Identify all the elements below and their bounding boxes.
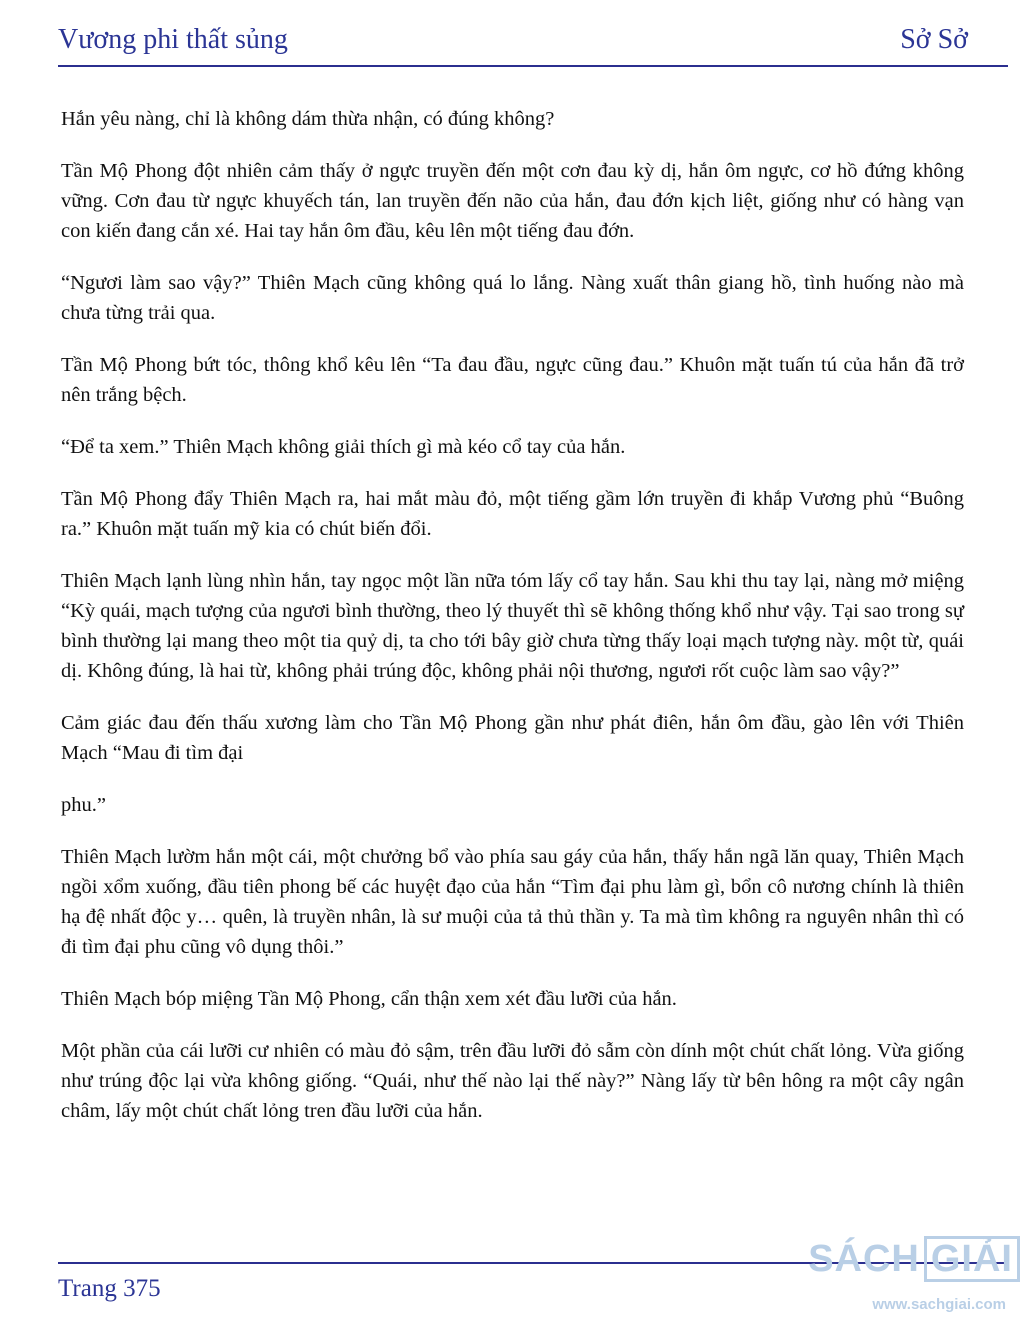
paragraph: Thiên Mạch lạnh lùng nhìn hắn, tay ngọc một lần nữa tóm lấy cổ tay hắn. Sau khi thu tay lại, nàng mở miệng “Kỳ quái, mạch tượng của ngươi bình thường, theo lý thuyết thì sẽ không thống khổ như vậy. Tại sao trong sự bình thường lại mang theo một tia quỷ dị, ta cho tới bây giờ chưa từng thấy loại mạch tượng này. một từ, quái dị. Không đúng, là hai từ, không phải trúng độc, không phải nội thương, ngươi rốt cuộc làm sao vậy?”	[61, 570, 964, 682]
paragraph: Tần Mộ Phong đột nhiên cảm thấy ở ngực truyền đến một cơn đau kỳ dị, hắn ôm ngực, cơ hồ đứng không vững. Cơn đau từ ngực khuyếch tán, lan truyền đến não của hắn, đau đớn kịch liệt, giống như có hàng vạn con kiến đang cắn xé. Hai tay hắn ôm đầu, kêu lên một tiếng đau đớn.	[61, 160, 964, 242]
paragraph: Hắn yêu nàng, chỉ là không dám thừa nhận, có đúng không?	[61, 108, 555, 130]
watermark-text-a: SÁCH	[808, 1237, 920, 1280]
paragraph: “Ngươi làm sao vậy?” Thiên Mạch cũng không quá lo lắng. Nàng xuất thân giang hồ, tình huống nào mà chưa từng trải qua.	[61, 272, 964, 324]
watermark-logo	[808, 1236, 1020, 1282]
header-rule	[58, 65, 1008, 67]
paragraph: Thiên Mạch lườm hắn một cái, một chưởng bổ vào phía sau gáy của hắn, thấy hắn ngã lăn quay, Thiên Mạch ngồi xổm xuống, đầu tiên phong bế các huyệt đạo của hắn “Tìm đại phu làm gì, bổn cô nương chính là thiên hạ đệ nhất độc y… quên, là truyền nhân, là sư muội của tả thủ thần y. Ta mà tìm không ra nguyên nhân thì có đi tìm đại phu cũng vô dụng thôi.”	[61, 846, 964, 958]
page-number: Trang 375	[58, 1275, 161, 1302]
page-body	[61, 104, 964, 1148]
paragraph: “Để ta xem.” Thiên Mạch không giải thích gì mà kéo cổ tay của hắn.	[61, 436, 626, 458]
paragraph: Thiên Mạch bóp miệng Tần Mộ Phong, cẩn thận xem xét đầu lưỡi của hắn.	[61, 988, 677, 1010]
paragraph: Một phần của cái lưỡi cư nhiên có màu đỏ sậm, trên đầu lưỡi đỏ sẫm còn dính một chút chất lỏng. Vừa giống như trúng độc lại vừa không giống. “Quái, như thế nào lại thế này?” Nàng lấy từ bên hông ra một cây ngân châm, lấy một chút chất lỏng tren đầu lưỡi của hắn.	[61, 1040, 964, 1122]
paragraph: phu.”	[61, 794, 106, 816]
paragraph: Tần Mộ Phong bứt tóc, thông khổ kêu lên “Ta đau đầu, ngực cũng đau.” Khuôn mặt tuấn tú của hắn đã trở nên trắng bệch.	[61, 354, 964, 406]
paragraph: Cảm giác đau đến thấu xương làm cho Tần Mộ Phong gần như phát điên, hắn ôm đầu, gào lên với Thiên Mạch “Mau đi tìm đại	[61, 712, 964, 764]
book-author: Sở Sở	[900, 24, 968, 55]
paragraph: Tần Mộ Phong đẩy Thiên Mạch ra, hai mắt màu đỏ, một tiếng gầm lớn truyền đi khắp Vương phủ “Buông ra.” Khuôn mặt tuấn mỹ kia có chút biến đổi.	[61, 488, 964, 540]
watermark-text-b: GIẢI	[924, 1236, 1020, 1282]
book-title: Vương phi thất sủng	[58, 24, 288, 55]
watermark-url: www.sachgiai.com	[872, 1296, 1006, 1313]
page-header	[58, 24, 968, 56]
